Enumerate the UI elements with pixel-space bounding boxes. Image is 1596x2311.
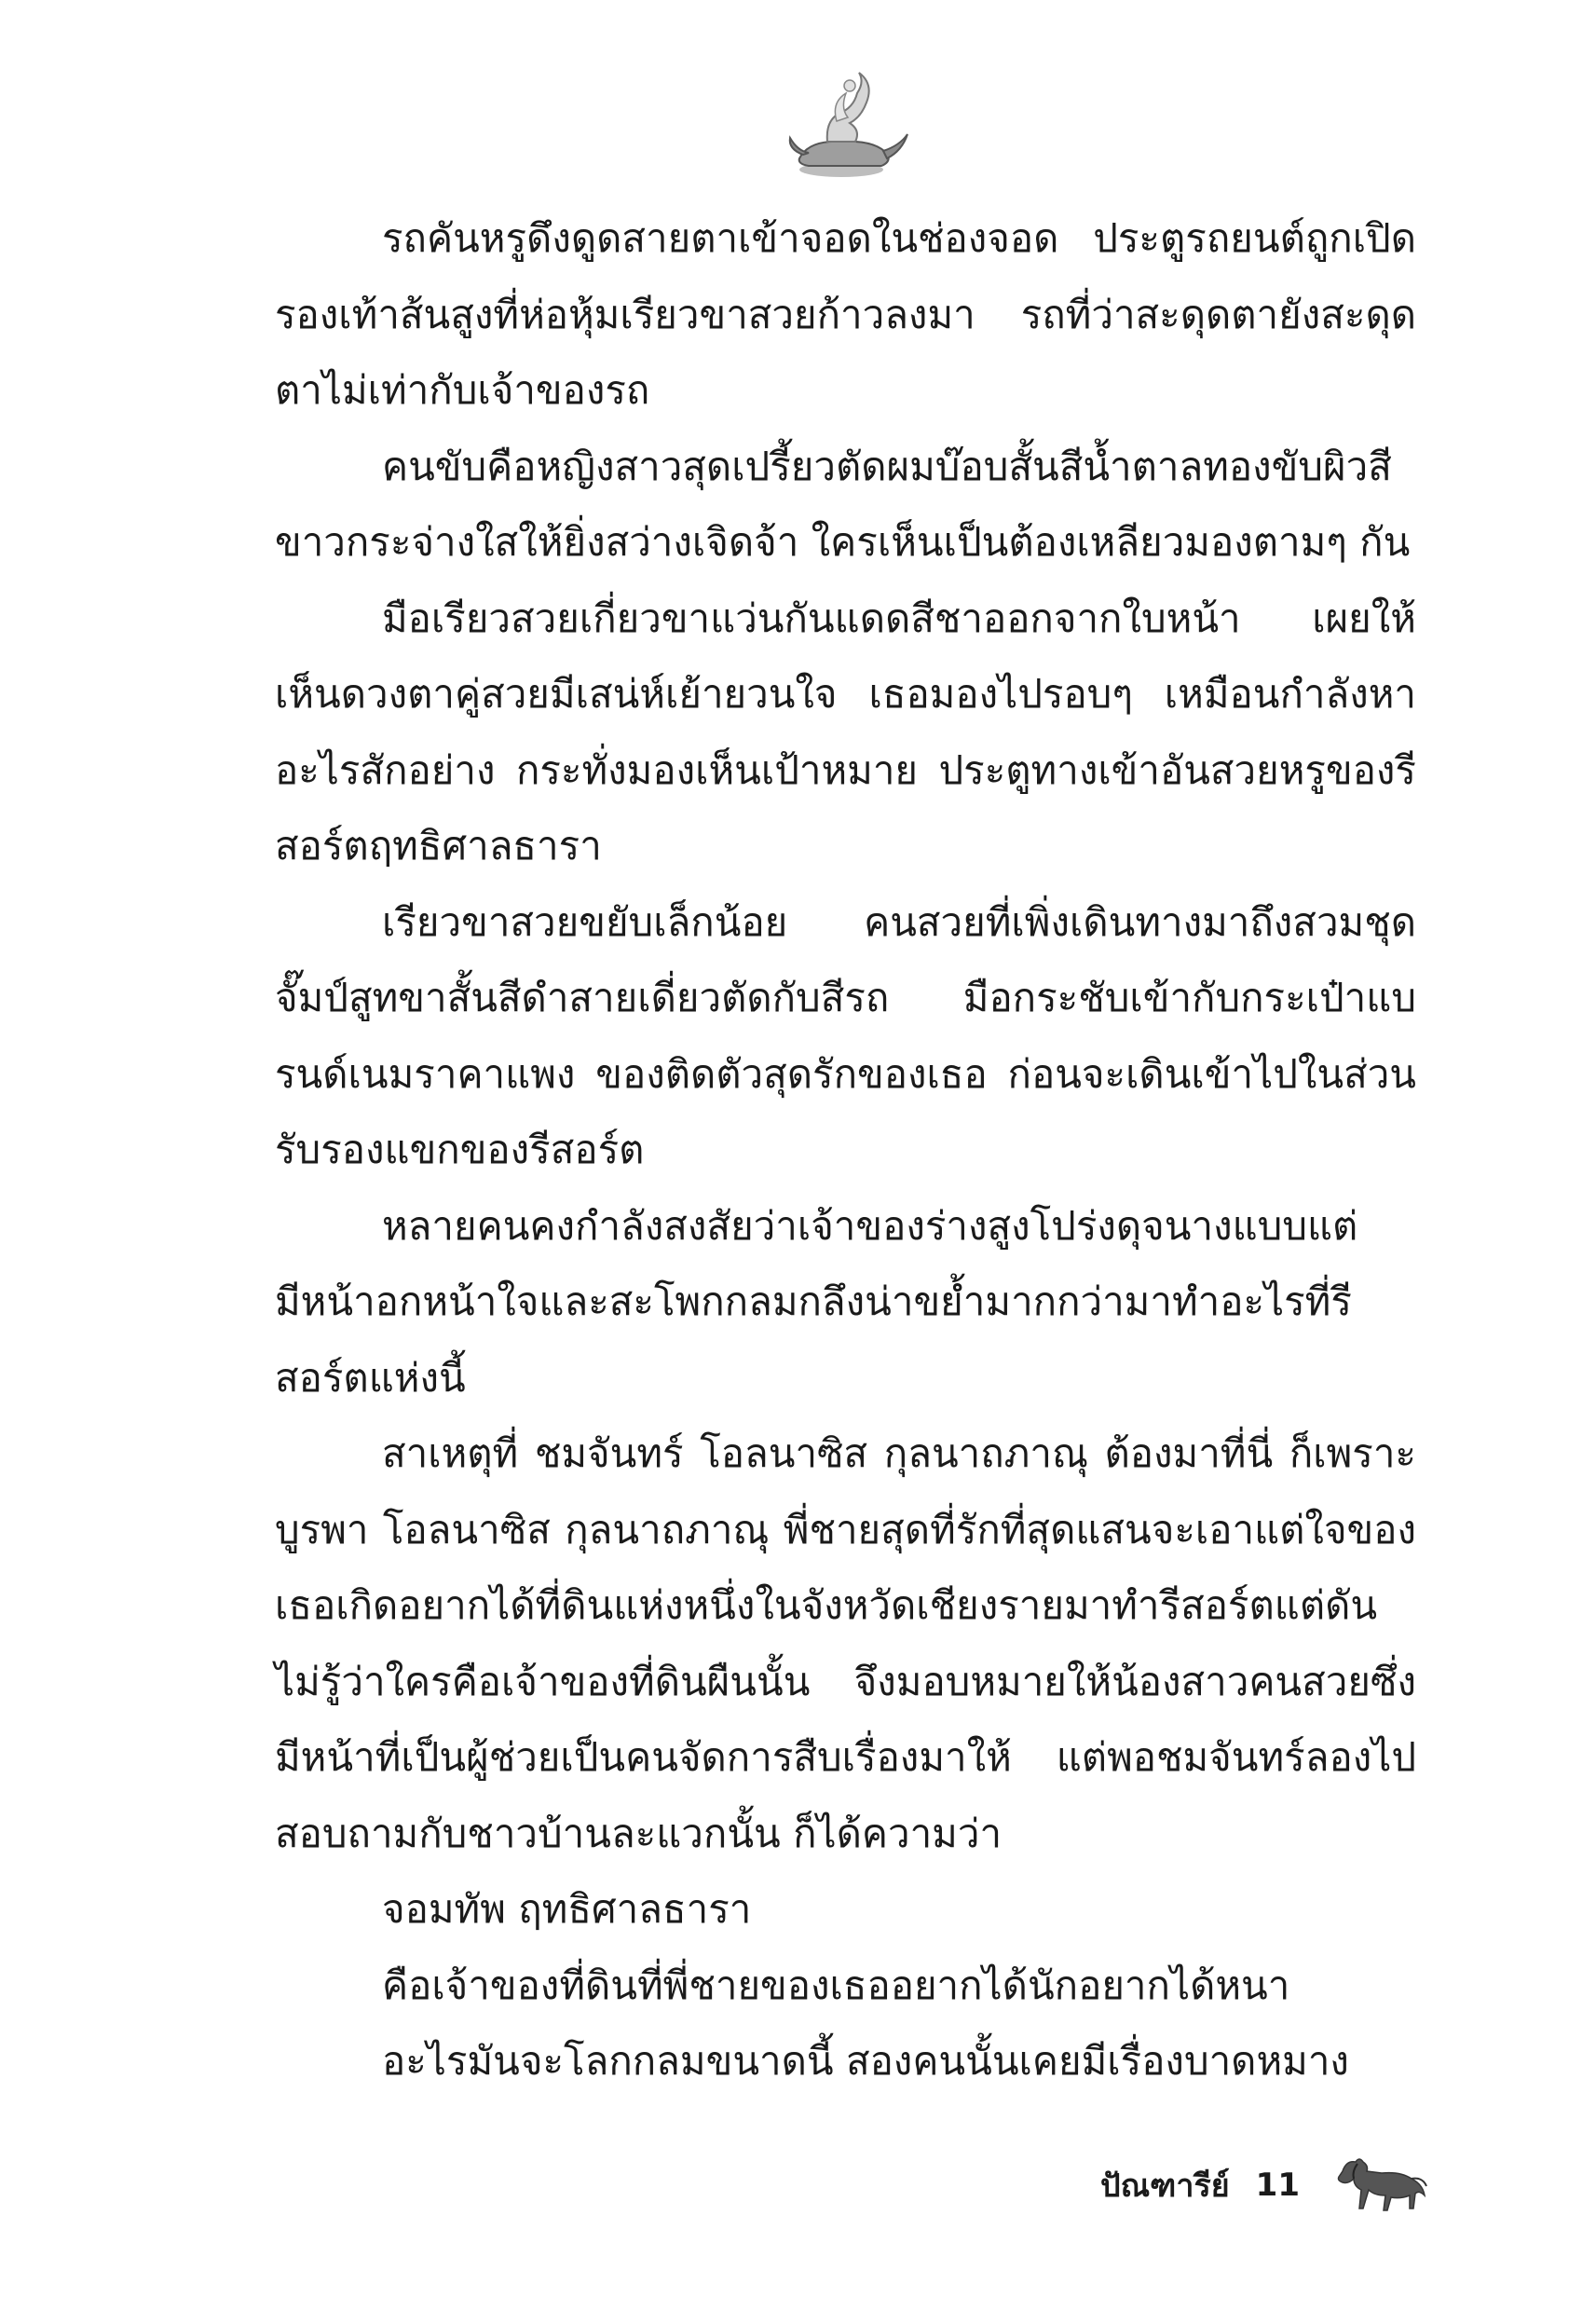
page-footer [1100,2153,1428,2218]
paragraph: คนขับคือหญิงสาวสุดเปรี้ยวตัดผมบ๊อบสั้นสีน้ำตาลทองขับผิวสีขาวกระจ่างใสให้ยิ่งสว่างเจิดจ้า ใครเห็นเป็นต้องเหลียวมองตามๆ กัน [275,443,1411,565]
paragraph: เรียวขาสวยขยับเล็กน้อย คนสวยที่เพิ่งเดินทางมาถึงสวมชุดจั๊มป์สูทขาสั้นสีดำสายเดี่ยวตัดกับสีรถ มือกระชับเข้ากับกระเป๋าแบรนด์เนมราคาแพง ของติดตัวสุดรักของเธอ ก่อนจะเดินเข้าไปในส่วนรับรองแขกของรีสอร์ต [275,898,1416,1172]
paragraph: หลายคนคงกำลังสงสัยว่าเจ้าของร่างสูงโปร่งดุจนางแบบแต่มีหน้าอกหน้าใจและสะโพกกลมกลึงน่าขย้ำมากกว่ามาทำอะไรที่รีสอร์ตแห่งนี้ [275,1202,1358,1401]
horse-icon [1326,2153,1428,2218]
body-text [275,200,1416,2099]
paragraph: มือเรียวสวยเกี่ยวขาแว่นกันแดดสีชาออกจากใบหน้า เผยให้เห็นดวงตาคู่สวยมีเสน่ห์เย้ายวนใจ เธอมองไปรอบๆ เหมือนกำลังหาอะไรสักอย่าง กระทั่งมองเห็นเป้าหมาย ประตูทางเข้าอันสวยหรูของรีสอร์ตฤทธิศาลธารา [275,595,1416,868]
page-number: 11 [1255,2167,1300,2204]
paragraph: คือเจ้าของที่ดินที่พี่ชายของเธออยากได้นักอยากได้หนา [382,1962,1290,2008]
paragraph: อะไรมันจะโลกกลมขนาดนี้ สองคนนั้นเคยมีเรื่องบาดหมาง [382,2038,1349,2084]
paragraph: จอมทัพ ฤทธิศาลธารา [382,1886,752,1932]
magic-lamp-icon [771,65,911,186]
paragraph: สาเหตุที่ ชมจันทร์ โอลนาซิส กุลนาถภาณุ ต้องมาที่นี่ ก็เพราะบูรพา โอลนาซิส กุลนาถภาณุ พี่ชายสุดที่รักที่สุดแสนจะเอาแต่ใจของเธอเกิดอยากได้ที่ดินแห่งหนึ่งในจังหวัดเชียงรายมาทำรีสอร์ตแต่ดันไม่รู้ว่าใครคือเจ้าของที่ดินผืนนั้น จึงมอบหมายให้น้องสาวคนสวยซึ่งมีหน้าที่เป็นผู้ช่วยเป็นคนจัดการสืบเรื่องมาให้ แต่พอชมจันทร์ลองไปสอบถามกับชาวบ้านละแวกนั้น ก็ได้ความว่า [275,1430,1416,1856]
paragraph: รถคันหรูดึงดูดสายตาเข้าจอดในช่องจอด ประตูรถยนต์ถูกเปิด รองเท้าส้นสูงที่ห่อหุ้มเรียวขาสวยก้าวลงมา รถที่ว่าสะดุดตายังสะดุดตาไม่เท่ากับเจ้าของรถ [275,215,1416,413]
author-name: ปัณฑารีย์ [1100,2167,1230,2205]
